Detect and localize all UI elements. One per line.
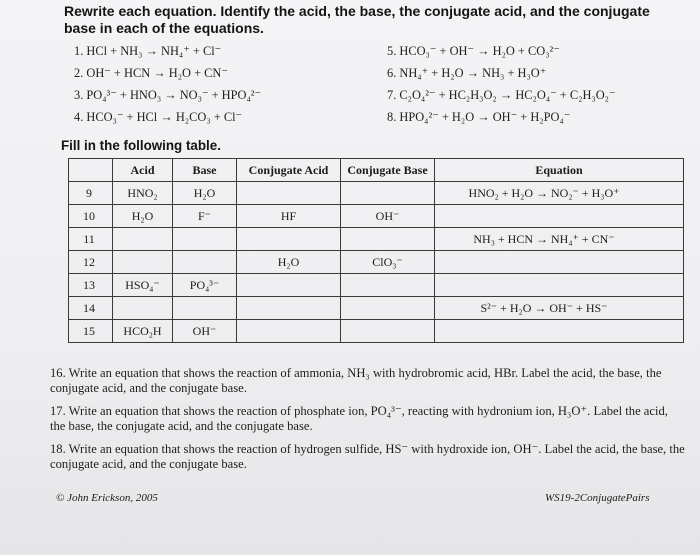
acid-cell: HNO₂ [113,182,173,205]
equation-4: 4. HCO₃⁻ + HCl → H₂CO₃ + Cl⁻ [74,110,243,124]
equation-cell: HNO₂ + H₂O → NO₂⁻ + H₃O⁺ [435,182,684,205]
acid-cell [113,228,173,251]
conjugate-base-cell: ClO₃⁻ [341,251,435,274]
row-number: 9 [69,182,113,205]
conjugate-acid-cell [237,228,341,251]
equation-8: 8. HPO₄²⁻ + H₂O → OH⁻ + H₂PO₄⁻ [387,110,571,124]
table-title: Fill in the following table. [61,138,221,153]
acid-cell: H₂O [113,205,173,228]
equation-7: 7. C₂O₄²⁻ + HC₂H₃O₂ → HC₂O₄⁻ + C₂H₃O₂⁻ [387,88,616,102]
conjugate-base-cell [341,182,435,205]
conjugate-acid-cell [237,320,341,343]
row-number: 14 [69,297,113,320]
row-number: 12 [69,251,113,274]
equation-cell [435,205,684,228]
question-18: 18. Write an equation that shows the reaction of hydrogen sulfide, HS⁻ with hydroxide ion, OH⁻. Label the acid, the base, the conjugate acid, and the conjugate base. [50,442,685,471]
conjugate-base-cell [341,228,435,251]
instructions-line-1: Rewrite each equation. Identify the acid, the base, the conjugate acid, and the conjugate [64,3,650,19]
table-row [69,205,684,228]
table-row [69,320,684,343]
equation-cell: NH₃ + HCN → NH₄⁺ + CN⁻ [435,228,684,251]
conjugate-pairs-table [68,158,684,343]
worksheet-code: WS19-2ConjugatePairs [545,492,650,504]
copyright-footer: © John Erickson, 2005 [56,492,158,504]
acid-cell [113,297,173,320]
header-conjugate-base: Conjugate Base [341,159,435,182]
row-number: 13 [69,274,113,297]
row-number: 15 [69,320,113,343]
table-header-row [69,159,684,182]
equation-5: 5. HCO₃⁻ + OH⁻ → H₂O + CO₃²⁻ [387,44,560,58]
header-equation: Equation [435,159,684,182]
row-number: 11 [69,228,113,251]
base-cell: OH⁻ [173,320,237,343]
header-number-column [69,159,113,182]
acid-cell: HCO₂H [113,320,173,343]
equation-cell [435,274,684,297]
equation-cell: S²⁻ + H₂O → OH⁻ + HS⁻ [435,297,684,320]
header-acid: Acid [113,159,173,182]
table-row [69,251,684,274]
equation-1: 1. HCl + NH₃ → NH₄⁺ + Cl⁻ [74,44,222,58]
table-row [69,182,684,205]
question-17: 17. Write an equation that shows the reaction of phosphate ion, PO₄³⁻, reacting with hydronium ion, H₃O⁺. Label the acid, the base, the conjugate acid, and the conjugate base. [50,404,668,433]
instructions-heading [64,3,664,37]
equation-cell [435,251,684,274]
acid-cell: HSO₄⁻ [113,274,173,297]
conjugate-acid-cell [237,297,341,320]
conjugate-base-cell [341,320,435,343]
header-conjugate-acid: Conjugate Acid [237,159,341,182]
row-number: 10 [69,205,113,228]
instructions-line-2: base in each of the equations. [64,20,264,36]
table-row [69,274,684,297]
conjugate-acid-cell [237,274,341,297]
conjugate-base-cell [341,274,435,297]
base-cell [173,297,237,320]
conjugate-acid-cell: H₂O [237,251,341,274]
conjugate-base-cell [341,297,435,320]
equation-cell [435,320,684,343]
header-base: Base [173,159,237,182]
question-16: 16. Write an equation that shows the reaction of ammonia, NH₃ with hydrobromic acid, HBr. Label the acid, the base, the conjugate acid, and the conjugate base. [50,366,662,395]
table-row [69,228,684,251]
base-cell: PO₄³⁻ [173,274,237,297]
acid-cell [113,251,173,274]
conjugate-base-cell: OH⁻ [341,205,435,228]
conjugate-acid-cell [237,182,341,205]
equation-6: 6. NH₄⁺ + H₂O → NH₃ + H₃O⁺ [387,66,547,80]
base-cell [173,228,237,251]
table-row [69,297,684,320]
base-cell: H₂O [173,182,237,205]
equation-3: 3. PO₄³⁻ + HNO₃ → NO₃⁻ + HPO₄²⁻ [74,88,262,102]
base-cell: F⁻ [173,205,237,228]
base-cell [173,251,237,274]
equation-2: 2. OH⁻ + HCN → H₂O + CN⁻ [74,66,228,80]
conjugate-acid-cell: HF [237,205,341,228]
